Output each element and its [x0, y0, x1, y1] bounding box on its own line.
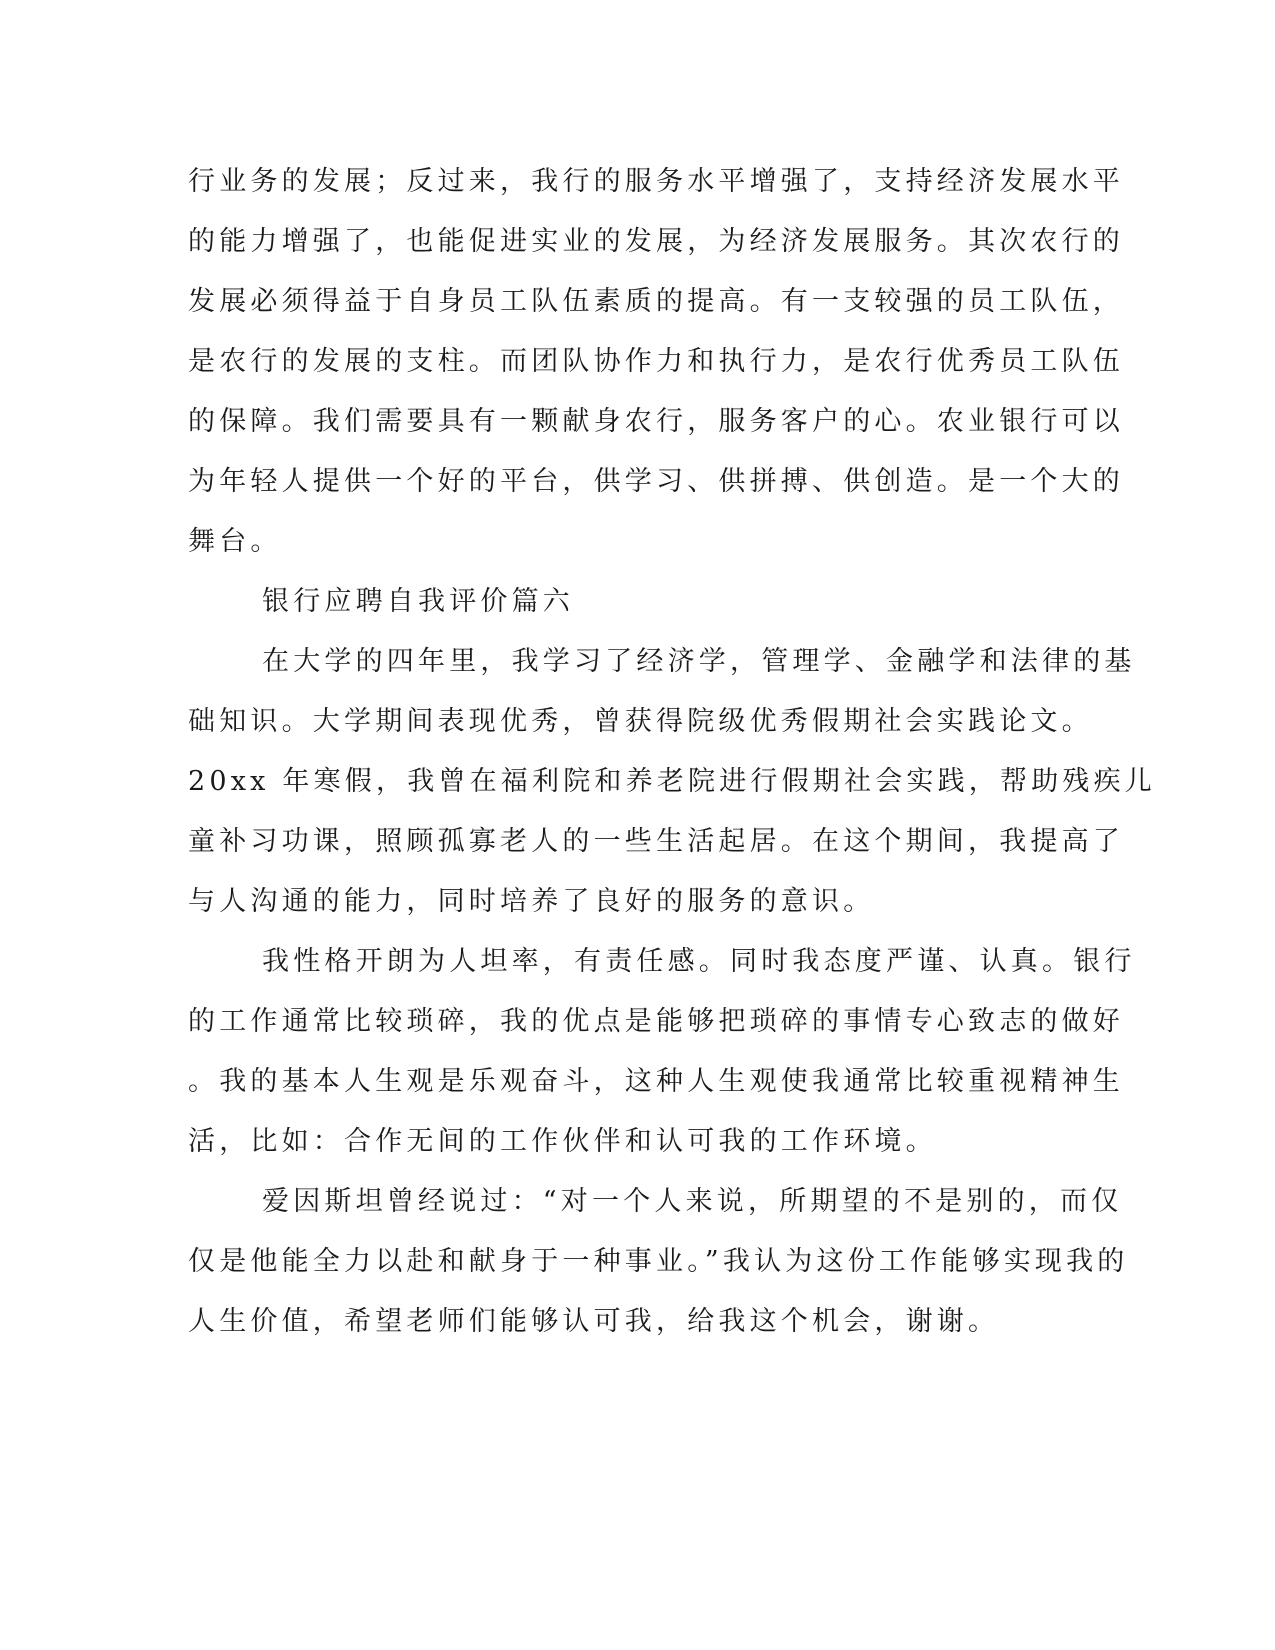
- text-line: 为年轻人提供一个好的平台，供学习、供拼搏、供创造。是一个大的: [188, 466, 1124, 497]
- text-line: 仅是他能全力以赴和献身于一种事业。”我认为这份工作能够实现我的: [188, 1246, 1129, 1277]
- text-line: 础知识。大学期间表现优秀，曾获得院级优秀假期社会实践论文。: [188, 706, 1093, 737]
- text-line: 我性格开朗为人坦率，有责任感。同时我态度严谨、认真。银行: [262, 946, 1136, 977]
- text-line: 20xx 年寒假，我曾在福利院和养老院进行假期社会实践，帮助残疾儿: [188, 766, 1156, 797]
- text-line: 是农行的发展的支柱。而团队协作力和执行力，是农行优秀员工队伍: [188, 346, 1124, 377]
- text-line: 。我的基本人生观是乐观奋斗，这种人生观使我通常比较重视精神生: [188, 1066, 1124, 1097]
- text-line: 的工作通常比较琐碎，我的优点是能够把琐碎的事情专心致志的做好: [188, 1006, 1124, 1037]
- text-line: 舞台。: [188, 526, 282, 557]
- text-line: 在大学的四年里，我学习了经济学，管理学、金融学和法律的基: [262, 646, 1136, 677]
- text-line: 童补习功课，照顾孤寡老人的一些生活起居。在这个期间，我提高了: [188, 826, 1124, 857]
- text-line: 行业务的发展；反过来，我行的服务水平增强了，支持经济发展水平: [188, 166, 1124, 197]
- text-line: 的保障。我们需要具有一颗献身农行，服务客户的心。农业银行可以: [188, 406, 1124, 437]
- text-line: 人生价值，希望老师们能够认可我，给我这个机会，谢谢。: [188, 1306, 1000, 1337]
- text-line: 活，比如：合作无间的工作伙伴和认可我的工作环境。: [188, 1126, 937, 1157]
- section-heading: 银行应聘自我评价篇六: [262, 586, 574, 617]
- text-line: 爱因斯坦曾经说过：“对一个人来说，所期望的不是别的，而仅: [262, 1186, 1123, 1217]
- text-line: 发展必须得益于自身员工队伍素质的提高。有一支较强的员工队伍，: [188, 286, 1124, 317]
- text-line: 的能力增强了，也能促进实业的发展，为经济发展服务。其次农行的: [188, 226, 1124, 257]
- text-line: 与人沟通的能力，同时培养了良好的服务的意识。: [188, 886, 875, 917]
